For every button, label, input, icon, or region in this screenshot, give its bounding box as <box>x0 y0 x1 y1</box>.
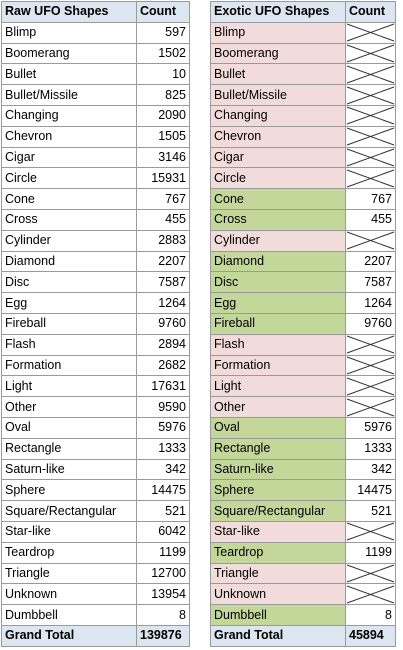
table-row <box>211 459 396 480</box>
count-cell: 3146 <box>137 147 190 168</box>
shape-cell: Bullet/Missile <box>211 85 346 106</box>
exotic-table-body <box>211 22 396 625</box>
count-cell: 9760 <box>137 313 190 334</box>
shape-cell: Diamond <box>2 251 137 272</box>
shape-cell: Circle <box>2 168 137 189</box>
count-cell: 767 <box>346 189 396 210</box>
shape-cell: Square/Rectangular <box>2 501 137 522</box>
table-row <box>2 501 190 522</box>
table-row <box>2 376 190 397</box>
table-row <box>2 85 190 106</box>
shape-cell: Bullet/Missile <box>2 85 137 106</box>
count-cell: 2090 <box>137 105 190 126</box>
shape-cell: Sphere <box>211 480 346 501</box>
table-row <box>211 480 396 501</box>
shape-cell: Rectangle <box>2 438 137 459</box>
count-cell: 9760 <box>346 313 396 334</box>
table-row <box>2 230 190 251</box>
table-row <box>2 563 190 584</box>
exotic-total-count: 45894 <box>346 625 396 646</box>
table-row <box>2 417 190 438</box>
shape-cell: Blimp <box>2 22 137 43</box>
shape-cell: Formation <box>211 355 346 376</box>
table-row <box>211 563 396 584</box>
table-row <box>211 209 396 230</box>
excluded-cross-icon <box>346 64 396 85</box>
table-row <box>211 147 396 168</box>
count-cell: 342 <box>137 459 190 480</box>
shape-cell: Teardrop <box>211 542 346 563</box>
shape-cell: Star-like <box>2 521 137 542</box>
count-cell: 9590 <box>137 397 190 418</box>
table-row <box>2 397 190 418</box>
shape-cell: Fireball <box>211 313 346 334</box>
table-row <box>211 126 396 147</box>
table-row <box>211 605 396 626</box>
count-cell: 1264 <box>137 293 190 314</box>
table-row <box>211 189 396 210</box>
shape-cell: Egg <box>2 293 137 314</box>
table-row <box>2 334 190 355</box>
shape-cell: Other <box>2 397 137 418</box>
table-row <box>2 480 190 501</box>
excluded-cross-icon <box>346 355 396 376</box>
shape-cell: Changing <box>211 105 346 126</box>
table-row <box>2 105 190 126</box>
shape-cell: Star-like <box>211 521 346 542</box>
raw-total-label: Grand Total <box>2 625 137 646</box>
table-row <box>2 521 190 542</box>
count-cell: 1502 <box>137 43 190 64</box>
table-row <box>2 272 190 293</box>
shape-cell: Egg <box>211 293 346 314</box>
count-cell: 5976 <box>137 417 190 438</box>
excluded-cross-icon <box>346 43 396 64</box>
grand-total-row <box>2 625 190 646</box>
shape-cell: Flash <box>2 334 137 355</box>
shape-cell: Square/Rectangular <box>211 501 346 522</box>
shape-cell: Fireball <box>2 313 137 334</box>
shape-cell: Sphere <box>2 480 137 501</box>
excluded-cross-icon <box>346 584 396 605</box>
raw-table-body <box>2 22 190 625</box>
count-cell: 1264 <box>346 293 396 314</box>
raw-count-header: Count <box>137 2 190 23</box>
shape-cell: Cigar <box>211 147 346 168</box>
table-row <box>2 64 190 85</box>
excluded-cross-icon <box>346 563 396 584</box>
table-row <box>2 542 190 563</box>
table-row <box>2 126 190 147</box>
count-cell: 7587 <box>346 272 396 293</box>
count-cell: 521 <box>346 501 396 522</box>
count-cell: 455 <box>346 209 396 230</box>
excluded-cross-icon <box>346 376 396 397</box>
table-row <box>211 542 396 563</box>
count-cell: 6042 <box>137 521 190 542</box>
shape-cell: Blimp <box>211 22 346 43</box>
table-row <box>211 584 396 605</box>
table-row <box>2 313 190 334</box>
exotic-count-header: Count <box>346 2 396 23</box>
table-row <box>2 605 190 626</box>
table-row <box>211 521 396 542</box>
table-row <box>211 22 396 43</box>
count-cell: 1199 <box>137 542 190 563</box>
shape-cell: Light <box>211 376 346 397</box>
shape-cell: Unknown <box>2 584 137 605</box>
raw-total-count: 139876 <box>137 625 190 646</box>
shape-cell: Chevron <box>211 126 346 147</box>
count-cell: 17631 <box>137 376 190 397</box>
excluded-cross-icon <box>346 168 396 189</box>
table-row <box>2 147 190 168</box>
table-row <box>211 251 396 272</box>
excluded-cross-icon <box>346 334 396 355</box>
count-cell: 2883 <box>137 230 190 251</box>
excluded-cross-icon <box>346 521 396 542</box>
count-cell: 2894 <box>137 334 190 355</box>
shape-cell: Other <box>211 397 346 418</box>
table-row <box>211 313 396 334</box>
shape-cell: Oval <box>211 417 346 438</box>
shape-cell: Light <box>2 376 137 397</box>
shape-cell: Cylinder <box>2 230 137 251</box>
table-row <box>211 397 396 418</box>
count-cell: 14475 <box>346 480 396 501</box>
count-cell: 455 <box>137 209 190 230</box>
table-row <box>211 64 396 85</box>
shape-cell: Dumbbell <box>211 605 346 626</box>
exotic-shape-header: Exotic UFO Shapes <box>211 2 346 23</box>
shape-cell: Cross <box>211 209 346 230</box>
count-cell: 2682 <box>137 355 190 376</box>
count-cell: 12700 <box>137 563 190 584</box>
count-cell: 8 <box>137 605 190 626</box>
count-cell: 521 <box>137 501 190 522</box>
excluded-cross-icon <box>346 147 396 168</box>
count-cell: 2207 <box>346 251 396 272</box>
table-row <box>211 501 396 522</box>
shape-cell: Triangle <box>2 563 137 584</box>
count-cell: 14475 <box>137 480 190 501</box>
count-cell: 1505 <box>137 126 190 147</box>
count-cell: 10 <box>137 64 190 85</box>
table-row <box>2 584 190 605</box>
count-cell: 597 <box>137 22 190 43</box>
header-row <box>2 2 190 23</box>
shape-cell: Dumbbell <box>2 605 137 626</box>
excluded-cross-icon <box>346 22 396 43</box>
shape-cell: Circle <box>211 168 346 189</box>
count-cell: 13954 <box>137 584 190 605</box>
table-row <box>211 293 396 314</box>
shape-cell: Flash <box>211 334 346 355</box>
shape-cell: Oval <box>2 417 137 438</box>
table-row <box>211 105 396 126</box>
table-row <box>211 230 396 251</box>
table-row <box>2 209 190 230</box>
header-row <box>211 2 396 23</box>
excluded-cross-icon <box>346 105 396 126</box>
shape-cell: Disc <box>2 272 137 293</box>
excluded-cross-icon <box>346 85 396 106</box>
count-cell: 342 <box>346 459 396 480</box>
count-cell: 7587 <box>137 272 190 293</box>
grand-total-row <box>211 625 396 646</box>
exotic-ufo-shapes-table <box>210 1 396 647</box>
table-row <box>2 189 190 210</box>
shape-cell: Formation <box>2 355 137 376</box>
table-row <box>2 22 190 43</box>
shape-cell: Cone <box>211 189 346 210</box>
table-row <box>211 272 396 293</box>
shape-cell: Changing <box>2 105 137 126</box>
table-row <box>2 168 190 189</box>
table-row <box>2 251 190 272</box>
table-row <box>211 355 396 376</box>
shape-cell: Bullet <box>2 64 137 85</box>
table-row <box>211 168 396 189</box>
count-cell: 825 <box>137 85 190 106</box>
table-row <box>2 293 190 314</box>
exotic-total-label: Grand Total <box>211 625 346 646</box>
raw-shape-header: Raw UFO Shapes <box>2 2 137 23</box>
excluded-cross-icon <box>346 230 396 251</box>
shape-cell: Cross <box>2 209 137 230</box>
shape-cell: Cone <box>2 189 137 210</box>
table-row <box>211 417 396 438</box>
count-cell: 1333 <box>346 438 396 459</box>
table-row <box>211 438 396 459</box>
shape-cell: Triangle <box>211 563 346 584</box>
shape-cell: Disc <box>211 272 346 293</box>
count-cell: 1199 <box>346 542 396 563</box>
count-cell: 5976 <box>346 417 396 438</box>
count-cell: 1333 <box>137 438 190 459</box>
count-cell: 8 <box>346 605 396 626</box>
shape-cell: Bullet <box>211 64 346 85</box>
shape-cell: Boomerang <box>211 43 346 64</box>
shape-cell: Diamond <box>211 251 346 272</box>
shape-cell: Cylinder <box>211 230 346 251</box>
shape-cell: Boomerang <box>2 43 137 64</box>
excluded-cross-icon <box>346 126 396 147</box>
table-row <box>211 376 396 397</box>
shape-cell: Unknown <box>211 584 346 605</box>
excluded-cross-icon <box>346 397 396 418</box>
raw-ufo-shapes-table <box>1 1 190 647</box>
shape-cell: Cigar <box>2 147 137 168</box>
table-row <box>2 438 190 459</box>
shape-cell: Chevron <box>2 126 137 147</box>
table-row <box>2 355 190 376</box>
count-cell: 767 <box>137 189 190 210</box>
table-row <box>211 85 396 106</box>
table-row <box>211 334 396 355</box>
shape-cell: Saturn-like <box>211 459 346 480</box>
shape-cell: Teardrop <box>2 542 137 563</box>
shape-cell: Saturn-like <box>2 459 137 480</box>
count-cell: 15931 <box>137 168 190 189</box>
table-row <box>2 43 190 64</box>
shape-cell: Rectangle <box>211 438 346 459</box>
table-row <box>2 459 190 480</box>
count-cell: 2207 <box>137 251 190 272</box>
table-row <box>211 43 396 64</box>
